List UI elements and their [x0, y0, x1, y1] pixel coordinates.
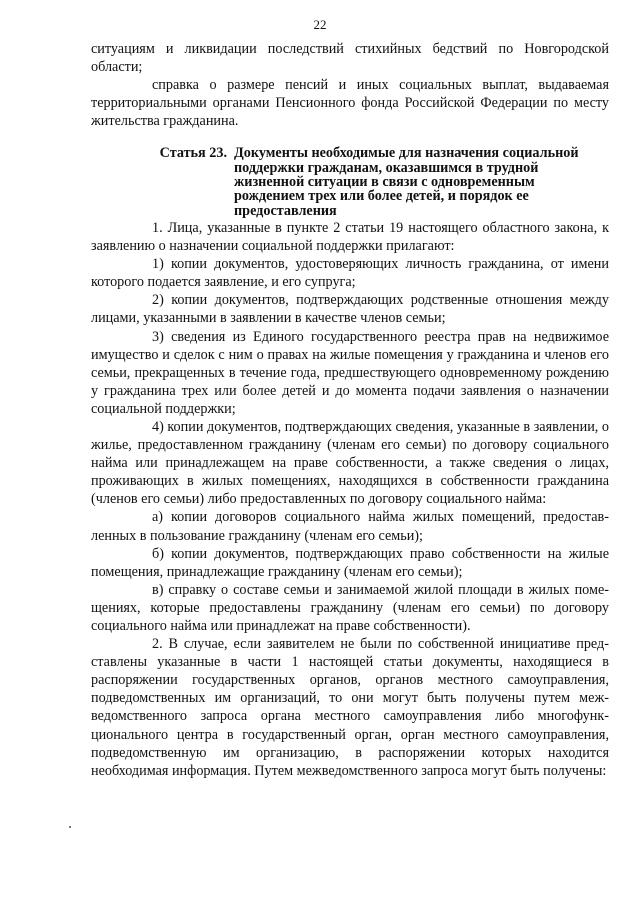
paragraph: справка о размере пенсий и иных социальных выплат, выдаваемая территориальными органами Пенсионного фонда Российской Федерации по месту жительства гражданина. — [91, 77, 609, 130]
page-body — [91, 40, 609, 780]
paragraph: 3) сведения из Единого государственного реестра прав на недвижимое имущество и сделок с ним о правах на жилые помещения у гражданина и членов его семьи, прекращенных в течение года, предшествующего одновременному рождению у гражданина трех или более детей и до момента подачи заявления о назначении социальной поддержки; — [91, 328, 609, 417]
paragraph: б) копии документов, подтверждающих право собственности на жилые помещения, принадлежащие гражданину (членам его семьи); — [91, 545, 609, 580]
article-number: Статья 23. — [159, 145, 227, 162]
article-heading — [91, 146, 609, 217]
scan-speck — [69, 826, 71, 828]
page-number: 22 — [313, 17, 327, 32]
paragraph: 4) копии документов, подтверждающих сведения, указанные в заявлении, о жилье, предоставленном гражданину (членам его семьи) по договору социального найма или принадлежащем на праве собственности, а также сведения о лицах, проживающих в жилых помещениях, находящихся в собственности гражданина (членов его семьи) либо предоставленных по договору социального найма: — [91, 418, 609, 508]
paragraph: ситуациям и ликвидации последствий стихийных бедствий по Новгородской области; — [91, 41, 609, 76]
paragraph: в) справку о составе семьи и занимаемой жилой площади в жилых помещениях, которые предоставлены гражданину (членам его семьи) по договору социального найма или принадлежат на праве собственности). — [91, 581, 609, 635]
article-title: Документы необходимые для назначения социальной поддержки гражданам, оказавшимся в трудной жизненной ситуации в связи с одновременным рождением трех или более детей, и порядок ее предоставления — [234, 145, 579, 219]
paragraph: 1) копии документов, удостоверяющих личность гражданина, от имени которого подается заявление, и его супруга; — [91, 256, 609, 291]
paragraph: 2. В случае, если заявителем не были по собственной инициативе представлены указанные в части 1 настоящей статьи документы, находящиеся в распоряжении государственных органов, органов местного самоуправления, подведомственных им организаций, то они могут быть получены путем межведомственного запроса органа местного самоуправления либо многофункционального центра в государственный орган, орган местного самоуправления, подведомственную им организацию, в распоряжении которых находится необходимая информация. Путем межведомственного запроса могут быть получены: — [91, 636, 609, 779]
paragraph: 2) копии документов, подтверждающих родственные отношения между лицами, указанными в заявлении в качестве членов семьи; — [91, 292, 609, 327]
paragraph: а) копии договоров социального найма жилых помещений, предоставленных в пользование гражданину (членам его семьи); — [91, 509, 609, 544]
paragraph: 1. Лица, указанные в пункте 2 статьи 19 настоящего областного закона, к заявлению о назначении социальной поддержки прилагают: — [91, 219, 609, 255]
